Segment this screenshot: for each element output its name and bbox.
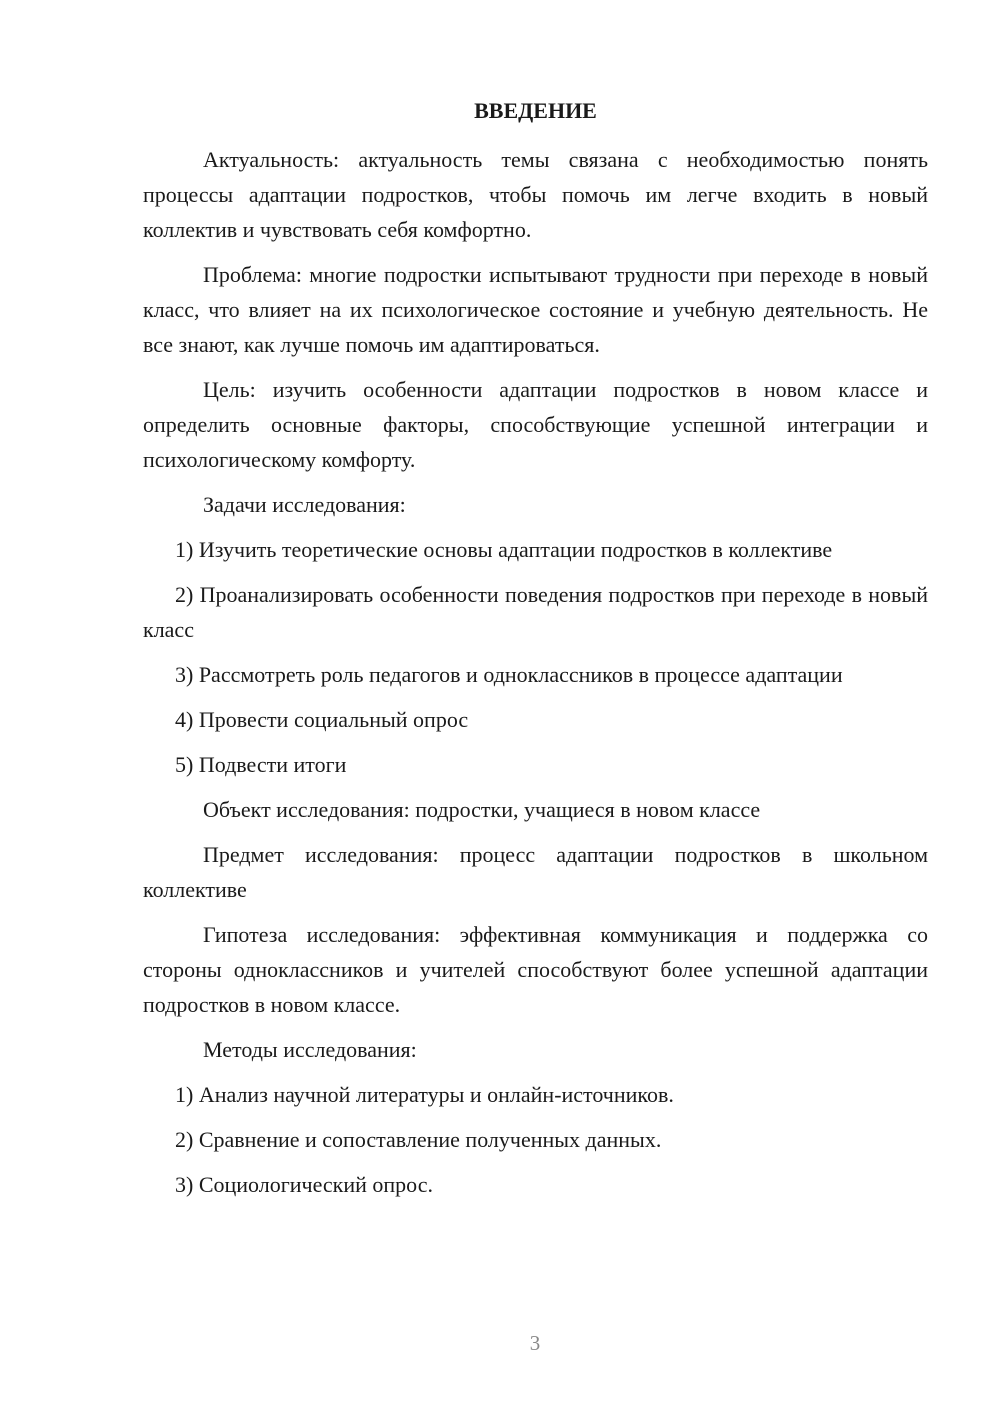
task-item-3: 3) Рассмотреть роль педагогов и одноклассников в процессе адаптации: [175, 662, 843, 687]
paragraph-goal: Цель: изучить особенности адаптации подростков в новом классе и определить основные факторы, способствующие успешной интеграции и психологическому комфорту.: [143, 377, 928, 472]
task-item-5: 5) Подвести итоги: [175, 752, 347, 777]
paragraph-relevance: Актуальность: актуальность темы связана с необходимостью понять процессы адаптации подростков, чтобы помочь им легче входить в новый коллектив и чувствовать себя комфортно.: [143, 147, 928, 242]
task-item-2: 2) Проанализировать особенности поведения подростков при переходе в новый класс: [143, 582, 928, 642]
document-page: [143, 93, 928, 1212]
paragraph-object: Объект исследования: подростки, учащиеся в новом классе: [203, 797, 761, 822]
method-item-3: 3) Социологический опрос.: [175, 1172, 433, 1197]
task-item-4: 4) Провести социальный опрос: [175, 707, 469, 732]
paragraph-subject: Предмет исследования: процесс адаптации подростков в школьном коллективе: [143, 842, 928, 902]
method-item-1: 1) Анализ научной литературы и онлайн-источников.: [175, 1082, 674, 1107]
method-item-2: 2) Сравнение и сопоставление полученных данных.: [175, 1127, 662, 1152]
methods-heading: Методы исследования:: [203, 1037, 417, 1062]
tasks-heading: Задачи исследования:: [203, 492, 406, 517]
paragraph-hypothesis: Гипотеза исследования: эффективная коммуникация и поддержка со стороны одноклассников и учителей способствуют более успешной адаптации подростков в новом классе.: [143, 922, 928, 1017]
paragraph-problem: Проблема: многие подростки испытывают трудности при переходе в новый класс, что влияет на их психологическое состояние и учебную деятельность. Не все знают, как лучше помочь им адаптироваться.: [143, 262, 928, 357]
page-number: 3: [529, 1331, 541, 1355]
document-title-text: ВВЕДЕНИЕ: [474, 98, 597, 123]
task-item-1: 1) Изучить теоретические основы адаптации подростков в коллективе: [175, 537, 833, 562]
document-title: [143, 93, 928, 128]
